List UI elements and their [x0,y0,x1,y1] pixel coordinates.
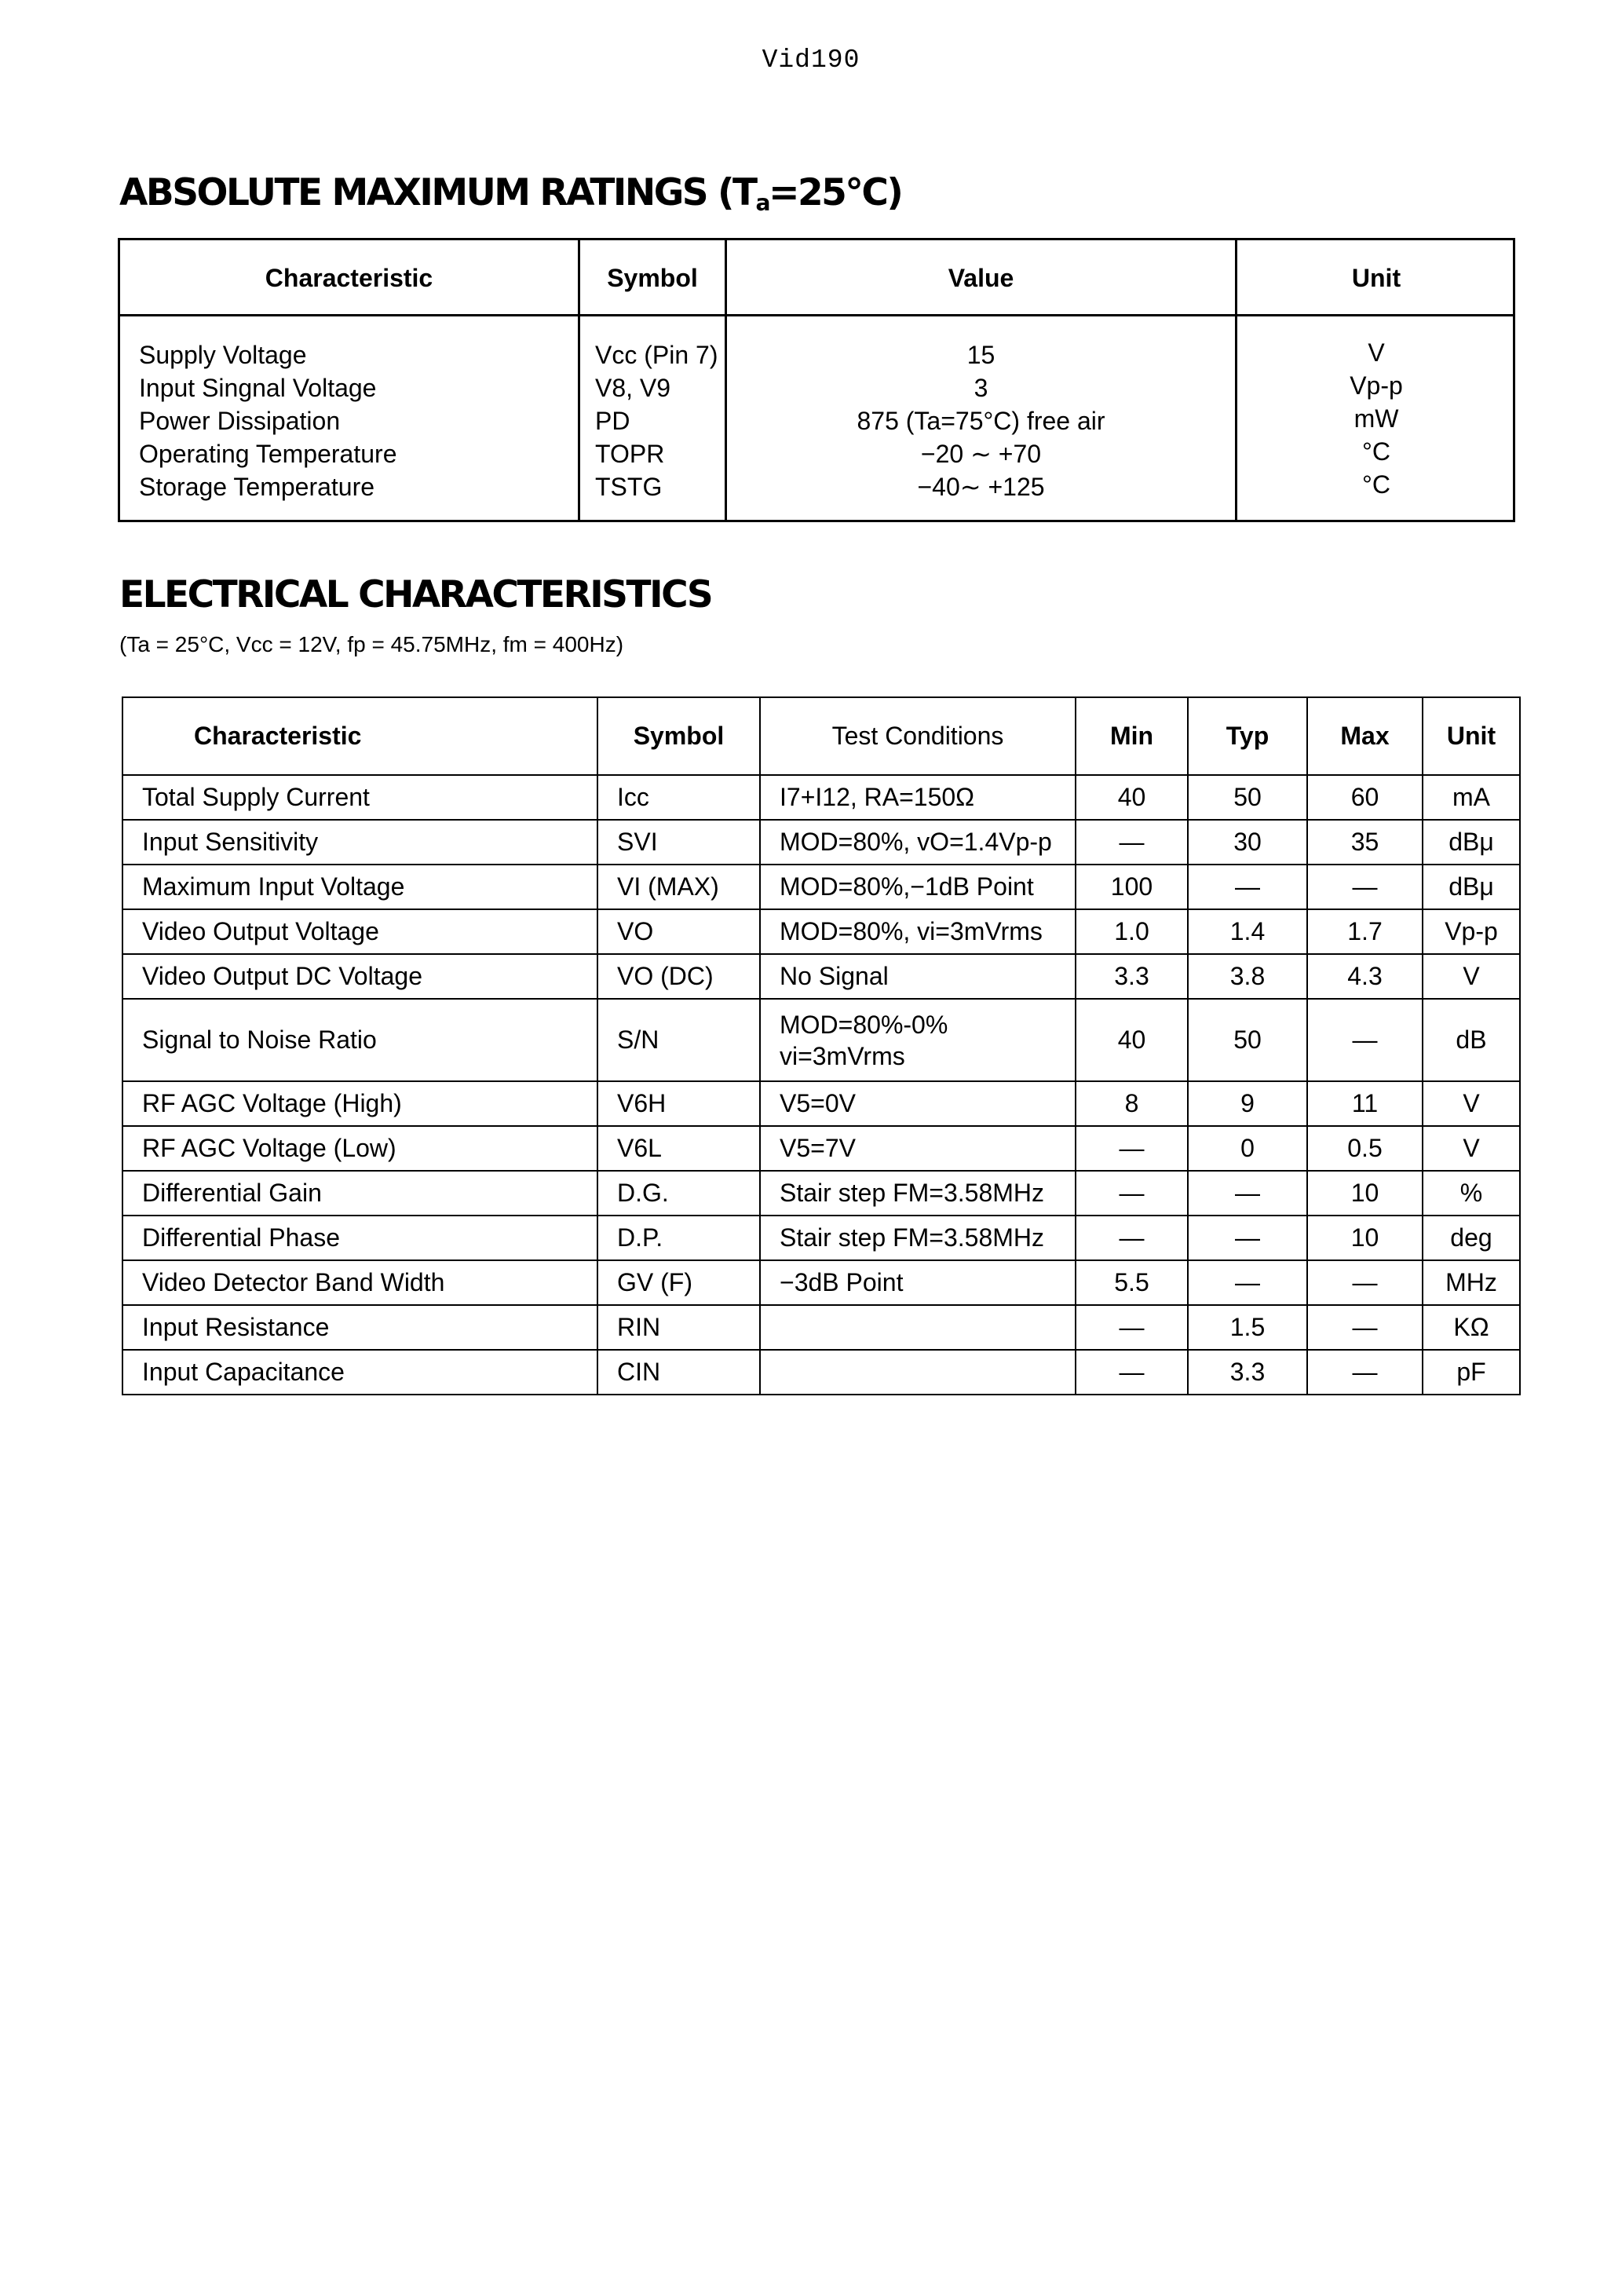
row-min: 3.3 [1076,954,1188,999]
row-min: 40 [1076,775,1188,820]
header-unit: Unit [1351,264,1401,292]
header-unit: Unit [1423,697,1520,775]
row-symbol: VO [597,909,760,954]
absolute-max-ratings-table [118,238,1515,522]
row-max: — [1307,1260,1423,1305]
row-typ: 30 [1188,820,1307,865]
row-conditions [760,1305,1076,1350]
row-max: 60 [1307,775,1423,820]
electrical-characteristics-table [122,696,1521,1395]
row-characteristic: Input Sensitivity [122,820,597,865]
row-min: — [1076,1126,1188,1171]
row-symbol: GV (F) [597,1260,760,1305]
header-symbol: Symbol [597,697,760,775]
row-characteristic: Video Output DC Voltage [122,954,597,999]
row-unit: dBμ [1423,865,1520,909]
row-max: — [1307,1305,1423,1350]
table-row [122,954,1520,999]
table-row [122,1126,1520,1171]
row-conditions: Stair step FM=3.58MHz [760,1171,1076,1216]
row-max: 1.7 [1307,909,1423,954]
table-row [122,999,1520,1081]
row-unit: V [1423,1126,1520,1171]
row-min: 5.5 [1076,1260,1188,1305]
table-row [122,1350,1520,1395]
row-unit: V [1423,954,1520,999]
header-min: Min [1076,697,1188,775]
table-row [122,1171,1520,1216]
row-typ: — [1188,865,1307,909]
row-conditions: Stair step FM=3.58MHz [760,1216,1076,1260]
amr-unit: °C [1362,470,1390,499]
amr-characteristic: Supply Voltage [139,341,307,369]
table-row [122,1216,1520,1260]
row-max: — [1307,865,1423,909]
row-min: 8 [1076,1081,1188,1126]
row-conditions [760,1350,1076,1395]
amr-symbol: TOPR [595,440,665,468]
row-min: 40 [1076,999,1188,1081]
row-max: 0.5 [1307,1126,1423,1171]
row-symbol: S/N [597,999,760,1081]
row-max: 10 [1307,1216,1423,1260]
header-typ: Typ [1188,697,1307,775]
row-conditions-line2: vi=3mVrms [780,1041,905,1070]
row-unit: V [1423,1081,1520,1126]
header-characteristic: Characteristic [122,697,597,775]
row-symbol: VI (MAX) [597,865,760,909]
row-max: 11 [1307,1081,1423,1126]
amr-value: −20 ∼ +70 [920,440,1042,468]
row-min: — [1076,1305,1188,1350]
electrical-characteristics-title: ELECTRICAL CHARACTERISTICS [119,573,712,616]
row-unit: dB [1423,999,1520,1081]
row-characteristic: Video Output Voltage [122,909,597,954]
row-min: — [1076,1350,1188,1395]
row-min: — [1076,1216,1188,1260]
amr-characteristic: Operating Temperature [139,440,397,468]
row-typ: 50 [1188,775,1307,820]
amr-unit: mW [1353,404,1399,433]
row-min: 100 [1076,865,1188,909]
row-typ: 1.5 [1188,1305,1307,1350]
row-symbol: D.G. [597,1171,760,1216]
row-typ: 0 [1188,1126,1307,1171]
header-characteristic: Characteristic [265,264,433,292]
amr-symbol: Vcc (Pin 7) [595,341,718,369]
amr-symbol: V8, V9 [595,374,671,402]
row-characteristic: RF AGC Voltage (Low) [122,1126,597,1171]
row-max: — [1307,1350,1423,1395]
row-characteristic: Differential Gain [122,1171,597,1216]
row-conditions: −3dB Point [760,1260,1076,1305]
row-characteristic: RF AGC Voltage (High) [122,1081,597,1126]
row-typ: 3.3 [1188,1350,1307,1395]
row-typ: 9 [1188,1081,1307,1126]
amr-characteristic: Power Dissipation [139,407,341,435]
row-typ: 50 [1188,999,1307,1081]
row-symbol: D.P. [597,1216,760,1260]
header-test-conditions: Test Conditions [760,697,1076,775]
row-max: 4.3 [1307,954,1423,999]
row-symbol: SVI [597,820,760,865]
row-typ: — [1188,1216,1307,1260]
row-unit: KΩ [1423,1305,1520,1350]
row-conditions: I7+I12, RA=150Ω [760,775,1076,820]
row-conditions: MOD=80%,−1dB Point [760,865,1076,909]
row-characteristic: Input Resistance [122,1305,597,1350]
table-row [122,1260,1520,1305]
row-max: 35 [1307,820,1423,865]
table-row [122,1305,1520,1350]
row-unit: deg [1423,1216,1520,1260]
row-typ: — [1188,1171,1307,1216]
row-symbol: V6L [597,1126,760,1171]
row-unit: Vp-p [1423,909,1520,954]
row-max: 10 [1307,1171,1423,1216]
row-characteristic: Video Detector Band Width [122,1260,597,1305]
row-characteristic: Differential Phase [122,1216,597,1260]
row-conditions: No Signal [760,954,1076,999]
row-conditions: V5=0V [760,1081,1076,1126]
table-row [122,820,1520,865]
row-unit: mA [1423,775,1520,820]
amr-symbol: TSTG [595,473,663,501]
document-id: Vid190 [762,46,860,75]
amr-value: −40∼ +125 [917,473,1045,501]
row-characteristic: Maximum Input Voltage [122,865,597,909]
row-typ: 1.4 [1188,909,1307,954]
amr-unit: °C [1362,437,1390,466]
test-conditions-note: (Ta = 25°C, Vcc = 12V, fp = 45.75MHz, fm = 400Hz) [119,632,624,656]
row-max: — [1307,999,1423,1081]
amr-value: 15 [966,341,995,369]
row-typ: — [1188,1260,1307,1305]
row-unit: pF [1423,1350,1520,1395]
amr-unit: V [1368,338,1385,367]
row-symbol: V6H [597,1081,760,1126]
table-header-row [122,697,1520,775]
amr-characteristic: Input Singnal Voltage [139,374,377,402]
row-characteristic: Signal to Noise Ratio [122,999,597,1081]
row-conditions-line1: MOD=80%-0% [780,1010,948,1039]
header-value: Value [948,264,1014,292]
header-max: Max [1307,697,1423,775]
row-unit: % [1423,1171,1520,1216]
table-row [122,909,1520,954]
row-conditions [760,999,1076,1081]
table-row [122,1081,1520,1126]
row-symbol: RIN [597,1305,760,1350]
row-unit: MHz [1423,1260,1520,1305]
row-characteristic: Total Supply Current [122,775,597,820]
row-min: — [1076,820,1188,865]
row-typ: 3.8 [1188,954,1307,999]
row-unit: dBμ [1423,820,1520,865]
row-characteristic: Input Capacitance [122,1350,597,1395]
table-row [122,865,1520,909]
row-symbol: CIN [597,1350,760,1395]
header-symbol: Symbol [607,264,698,292]
row-conditions: MOD=80%, vi=3mVrms [760,909,1076,954]
row-min: — [1076,1171,1188,1216]
amr-unit: Vp-p [1350,371,1403,400]
amr-symbol: PD [595,407,630,435]
table-row [122,775,1520,820]
amr-value: 3 [974,374,988,402]
row-conditions: MOD=80%, vO=1.4Vp-p [760,820,1076,865]
absolute-max-ratings-title: ABSOLUTE MAXIMUM RATINGS $(T_a=25^\circ C)$ [119,171,902,217]
amr-characteristic: Storage Temperature [139,473,375,501]
row-symbol: Icc [597,775,760,820]
row-symbol: VO (DC) [597,954,760,999]
row-conditions: V5=7V [760,1126,1076,1171]
row-min: 1.0 [1076,909,1188,954]
amr-value: 875 (Ta=75°C) free air [857,407,1105,435]
